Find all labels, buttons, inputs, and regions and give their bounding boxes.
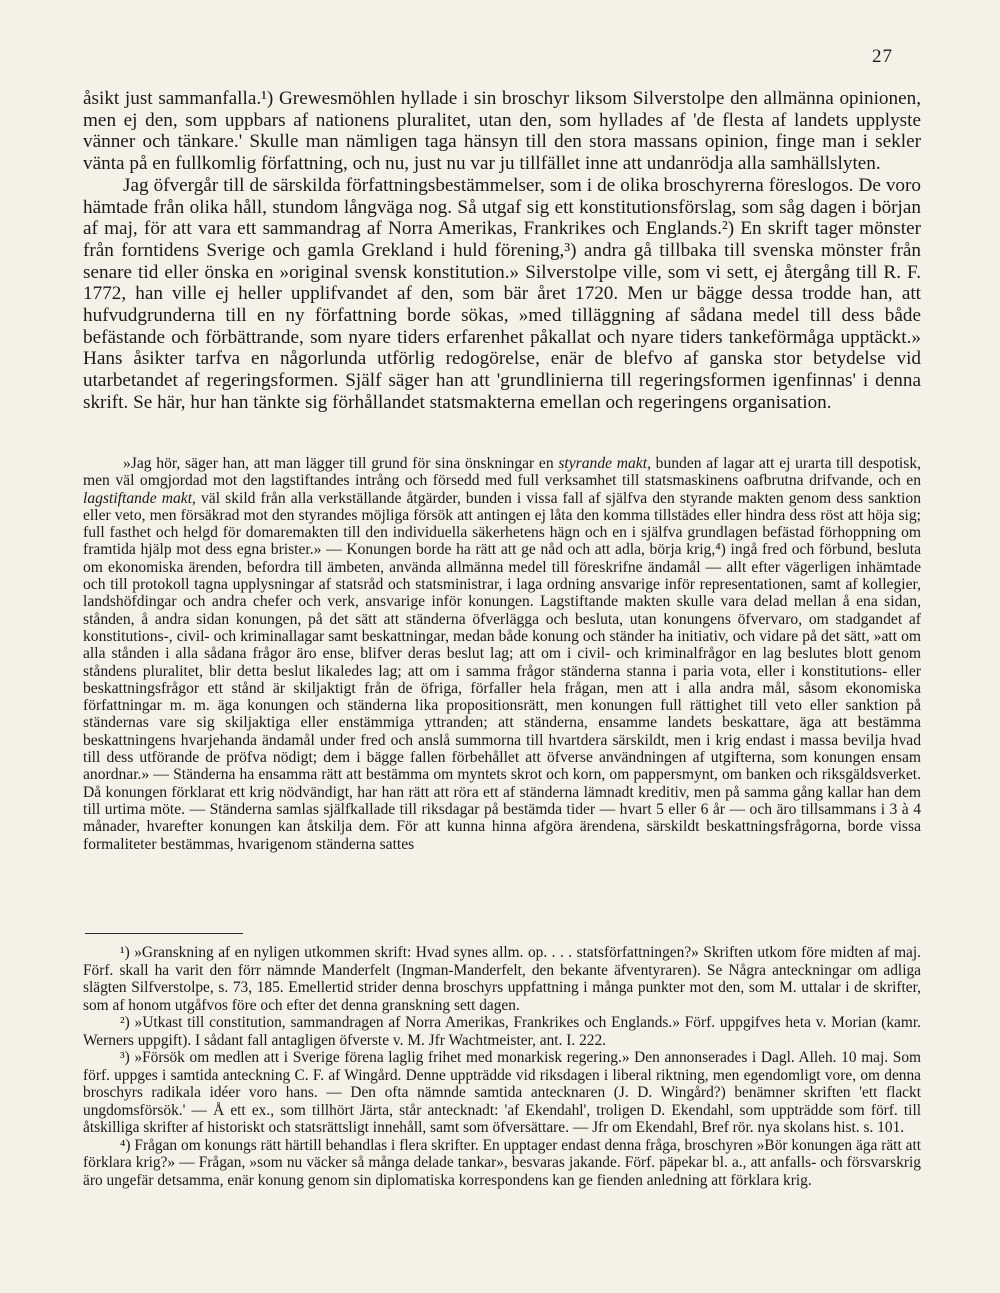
- footnote-3: [83, 1049, 921, 1137]
- footnote-4-text: Frågan om konungs rätt härtill behandlas i flera skrifter. En upptager endast denna fråga, broschyren »Bör konungen äga rätt att förklara krig?» — Frågan, »som nu väcker så många delade tankar», besvaras jakande. Förf. päpekar bl. a., att anfalls- och försvarskrig äro ungefär detsamma, enär konung genom sin diplomatiska korrespondens kan ge fienden anledning att förklara krig.: [83, 1136, 921, 1189]
- footnote-3-mark: ³): [120, 1049, 130, 1066]
- footnote-3-text: »Försök om medlen att i Sverige förena laglig frihet med monarkisk regering.» Den annonserades i Dagl. Alleh. 10 maj. Som förf. uppges i samtida anteckning C. F. af Wingård. Denne uppträdde vid riksdagen i liberal riktning, men egendomligt vore, om denna broschyrs radikala idéer voro hans. — Den ofta nämnde samtida antecknaren (J. D. Wingård?) benämner skriften 'ett flackt ungdomsförsök.' — Å ett ex., som tillhört Järta, står antecknadt: 'af Ekendahl', troligen D. Ekendahl, som uppträdde som förf. till åtskilliga skrifter af historiskt och statsrättsligt innehåll, samt som öfversättare. — Jfr om Ekendahl, Bref rör. nya skolans hist. s. 101.: [83, 1049, 921, 1136]
- term-lagstiftande-makt: lagstiftande makt: [83, 489, 193, 507]
- page-number: 27: [872, 46, 893, 67]
- footnote-2-mark: ²): [120, 1014, 130, 1031]
- quote-part-3: , väl skild från alla verkställande åtgärder, bunden i vissa fall af själfva den styrande makten genom dess sanktion eller veto, men försäkrad mot den styrandes möjliga försök att antingen ej låta den komma tillstädes eller hindra dess röst att höja sig; full fasthet och helgd för domaremakten till den individuella säkerhetens hägn och en i själfva grundlagen befästad förhoppning om framtida hjälp mot dess egna brister.» — Konungen borde ha rätt att ge nåd och att adla, börja krig,⁴) ingå fred och förbund, besluta om ekonomiska ärenden, befordra till ämbeten, använda allmänna medel till föreskrifne ändamål — allt efter vägerligen inhämtade och till protokoll tagna upplysningar af statsråd och statsministrar, i laga ordning ansvarige inför representationen, samt af kollegier, landshöfdingar och andra chefer och verk, ansvarige inför konungen. Lagstiftande makten skulle vara delad mellan å ena sidan, stånden, å andra sidan konungen, på det sätt att ständerna öfverlägga och besluta, utan konungens öfvervaro, om stadgandet af konstitutions-, civil- och kriminallagar samt beskattningar, medan både konung och ständer ha initiativ, och vidare på det sätt, »att om alla stånden i alla sådana frågor äro ense, blifver deras beslut lag; att om i civil- och kriminalfrågor en lag beslutes blott genom ståndens pluralitet, blir detta beslut likaledes lag; att om i samma frågor ständerna stanna i paria vota, eller i konstitutions- eller beskattningsfrågor ett stånd är skiljaktigt från de öfriga, förfaller hela frågan, men att i alla andra mål, såsom ekonomiska författningar m. m. äga konungen och ständerna lika propositionsrätt, men konungen full rättighet till veto eller sanktion på ständernas vare sig skiljaktiga eller enstämmiga yttranden; att ständerna, ensamme landets beskattare, äga att bestämma beskattningens hvarjehanda ändamål under fred och anslå summorna till hvartdera särskildt, men i krig endast i massa bevilja hvad till dess utförande de pröfva nödigt; dem i bägge fallen förbehållet att öfverse användningen af utgifterna, som konungen ensam anordnar.» — Ständerna ha ensamma rätt att bestämma om myntets skrot och korn, om pappersmynt, om banken och riksgäldsverket. Då konungen förklarat ett krig nödvändigt, har han rätt att röra ett af ständerna lämnadt kreditiv, men på samma gång kallar han dem till urtima möte. — Ständerna samlas själfkallade till riksdagar på bestämda tider — hvart 5 eller 6 år — och äro tillsammans i 3 à 4 månader, hvarefter konungen kan åtskilja dem. För att kunna hinna afgöra ärendena, särskildt beskattningsfrågorna, borde vissa formaliteter bestämmas, hvarigenom ständerna sattes: [83, 489, 921, 853]
- quoted-passage: [83, 455, 921, 853]
- footnotes: [83, 944, 921, 1189]
- footnote-4-mark: ⁴): [120, 1136, 131, 1154]
- footnote-1-text: »Granskning af en nyligen utkommen skrift: Hvad synes allm. op. . . . statsförfattningen?» Skriften utkom före midten af maj. Förf. skall ha varit den förr nämnde Manderfelt (Ingman-Manderfelt, den bekante äfventyraren). Se Några anteckningar om adliga slägten Silfverstolpe, s. 73, 185. Emellertid strider denna broschyrs uppfattning i många punkter mot den, som M. uttalar i de skrifter, som af honom utgåfvos före och efter det denna granskning sett dagen.: [83, 944, 921, 1014]
- footnote-1: [83, 944, 921, 1014]
- paragraph-2: Jag öfvergår till de särskilda författningsbestämmelser, som i de olika broschyrerna föreslogos. De voro hämtade från olika håll, stundom långväga nog. Så utgaf sig ett konstitutionsförslag, som såg dagen i början af maj, för att vara ett sammandrag af Norra Amerikas, Frankrikes och Englands.²) En skrift tager mönster från forntidens Sverige och gamla Grekland i huld förening,³) andra gå tillbaka till svenska mönster från senare tid eller önska en »original svensk konstitution.» Silverstolpe ville, som vi sett, ej återgång till R. F. 1772, han ville ej heller upplifvandet af den, som bär året 1720. Men ur bägge dessa trodde han, att hufvudgrunderna till en ny författning borde sökas, »med tilläggning af sådana medel till dess både befästande och förbättrande, som nyare tiders erfarenhet påkallat och nyare tiders tankeförmåga upptäckt.» Hans åsikter tarfva en någorlunda utförlig redogörelse, enär de blefvo af ganska stor betydelse vid utarbetandet af regeringsformen. Själf säger han att 'grundlinierna till regeringsformen igenfinnas' i denna skrift. Se här, hur han tänkte sig förhållandet statsmakterna emellan och regeringens organisation.: [83, 174, 921, 413]
- quote-paragraph: [83, 455, 921, 853]
- footnote-divider: [85, 933, 243, 934]
- footnote-1-mark: ¹): [120, 944, 130, 961]
- term-styrande-makt: styrande makt: [558, 455, 648, 472]
- paragraph-1: åsikt just sammanfalla.¹) Grewesmöhlen hyllade i sin broschyr liksom Silverstolpe den allmänna opinionen, men ej den, som uppbars af nationens pluralitet, utan den, som hyllades af 'de flesta af landets upplyste vänner och tänkare.' Skulle man nämligen taga hänsyn till den stora massans opinion, finge man i sekler vänta på en fullkomlig författning, och nu, just nu var ju tillfället inne att undanrödja alla samhällslyten.: [83, 88, 921, 175]
- quote-part-1: »Jag hör, säger han, att man lägger till grund för sina önskningar en: [123, 455, 559, 472]
- footnote-2: [83, 1014, 921, 1049]
- footnote-2-text: »Utkast till constitution, sammandragen af Norra Amerikas, Frankrikes och Englands.» Förf. uppgifves heta v. Morian (kamr. Werners uppgift). I sådant fall antagligen öfverste v. M. Jfr Wachtmeister, ant. I. 222.: [83, 1014, 921, 1049]
- main-text: [83, 88, 921, 414]
- quote-part-2: , bunden af lagar att ej urarta till despotisk, men väl omgjordad mot den lagstiftandes intrång och försedd med full verksamhet till statsmaskinens oafbrutna drifvande, och en: [83, 455, 922, 490]
- footnote-4: [83, 1137, 921, 1190]
